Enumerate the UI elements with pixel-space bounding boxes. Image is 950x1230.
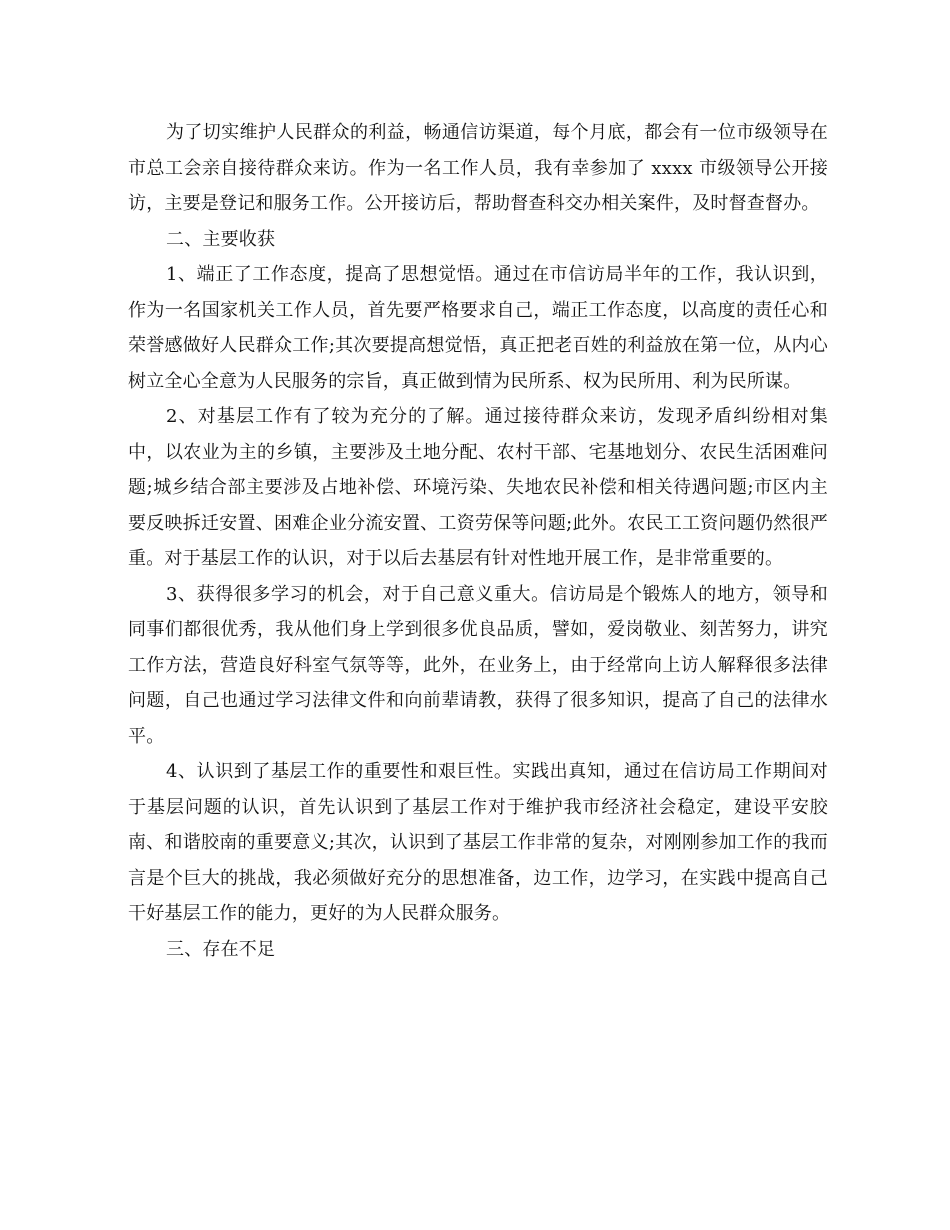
- paragraph-gain-1: 1、端正了工作态度，提高了思想觉悟。通过在市信访局半年的工作，我认识到，作为一名国家机关工作人员，首先要严格要求自己，端正工作态度，以高度的责任心和荣誉感做好人民群众工作;其次要提高想觉悟，真正把老百姓的利益放在第一位，从内心树立全心全意为人民服务的宗旨，真正做到情为民所系、权为民所用、利为民所谋。: [128, 264, 828, 392]
- paragraph-gain-4: 4、认识到了基层工作的重要性和艰巨性。实践出真知，通过在信访局工作期间对于基层问题的认识，首先认识到了基层工作对于维护我市经济社会稳定，建设平安胶南、和谐胶南的重要意义;其次，认识到了基层工作非常的复杂，对刚刚参加工作的我而言是个巨大的挑战，我必须做好充分的思想准备，边工作，边学习，在实践中提高自己干好基层工作的能力，更好的为人民群众服务。: [128, 761, 828, 924]
- section-heading-shortcomings: 三、存在不足: [166, 938, 276, 960]
- paragraph-gain-2: 2、对基层工作有了较为充分的了解。通过接待群众来访，发现矛盾纠纷相对集中，以农业为主的乡镇，主要涉及土地分配、农村干部、宅基地划分、农民生活困难问题;城乡结合部主要涉及占地补偿、环境污染、失地农民补偿和相关待遇问题;市区内主要反映拆迁安置、困难企业分流安置、工资劳保等问题;此外。农民工工资问题仍然很严重。对于基层工作的认识，对于以后去基层有针对性地开展工作，是非常重要的。: [128, 406, 828, 569]
- paragraph-gain-3: 3、获得很多学习的机会，对于自己意义重大。信访局是个锻炼人的地方，领导和同事们都很优秀，我从他们身上学到很多优良品质，譬如，爱岗敬业、刻苦努力，讲究工作方法，营造良好科室气氛等等，此外，在业务上，由于经常向上访人解释很多法律问题，自己也通过学习法律文件和向前辈请教，获得了很多知识，提高了自己的法律水平。: [128, 583, 828, 747]
- paragraph-intro: 为了切实维护人民群众的利益，畅通信访渠道，每个月底，都会有一位市级领导在市总工会亲自接待群众来访。作为一名工作人员，我有幸参加了 xxxx 市级领导公开接访，主要是登记和服务工作。公开接访后，帮助督查科交办相关案件，及时督查督办。: [128, 122, 828, 214]
- document-body: [128, 115, 828, 967]
- section-heading-main-gains: 二、主要收获: [166, 228, 276, 250]
